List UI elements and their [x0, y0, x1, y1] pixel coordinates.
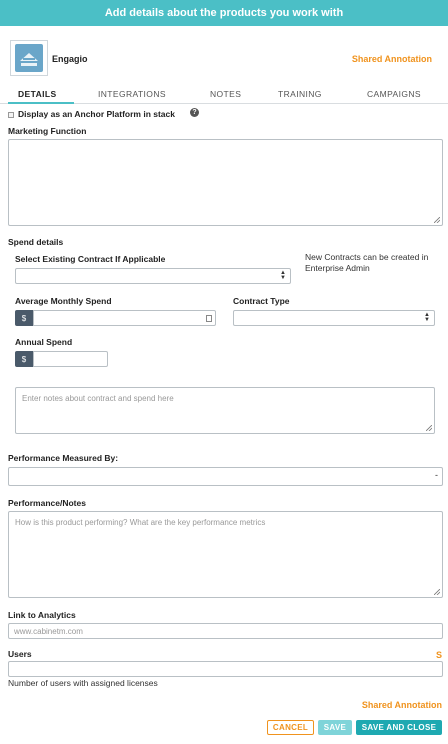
tab-details[interactable]: DETAILS [18, 89, 57, 99]
contract-type-label: Contract Type [233, 296, 290, 306]
resize-grip-icon[interactable] [434, 217, 440, 223]
annual-spend-input[interactable] [33, 351, 108, 367]
performance-measured-select[interactable] [8, 467, 443, 486]
product-summary [10, 40, 440, 78]
resize-grip-icon[interactable] [434, 589, 440, 595]
avg-monthly-spend-label: Average Monthly Spend [15, 296, 112, 306]
cancel-button[interactable]: CANCEL [267, 720, 314, 735]
link-analytics-input[interactable] [8, 623, 443, 639]
select-caret-icon: - [435, 470, 438, 480]
modal-header [0, 0, 448, 26]
performance-notes-label: Performance/Notes [8, 498, 86, 508]
modal-title: Add details about the products you work with [104, 7, 344, 19]
spend-details-label: Spend details [8, 237, 64, 247]
active-tab-indicator [8, 102, 74, 104]
currency-addon: $ [15, 351, 33, 367]
select-arrows-icon: ▲ ▼ [424, 312, 430, 323]
calculator-icon [206, 315, 212, 322]
select-arrows-icon: ▲ ▼ [280, 270, 286, 281]
link-analytics-label: Link to Analytics [8, 610, 76, 620]
product-name: Engagio [52, 54, 88, 64]
tab-campaigns[interactable]: CAMPAIGNS [367, 89, 421, 99]
tab-notes[interactable]: NOTES [210, 89, 242, 99]
users-help-text: Number of users with assigned licenses [8, 678, 158, 688]
performance-notes-textarea[interactable] [8, 511, 443, 598]
currency-addon: $ [15, 310, 33, 326]
product-logo [10, 40, 48, 76]
marketing-function-label: Marketing Function [8, 126, 87, 136]
resize-grip-icon[interactable] [426, 425, 432, 431]
users-input[interactable] [8, 661, 443, 677]
link-analytics-placeholder: www.cabinetm.com [14, 627, 83, 636]
save-and-close-button[interactable]: SAVE AND CLOSE [356, 720, 442, 735]
existing-contract-select[interactable] [15, 268, 291, 284]
tab-training[interactable]: TRAINING [278, 89, 322, 99]
avg-monthly-spend-input[interactable] [33, 310, 216, 326]
users-shared-marker[interactable]: S [435, 650, 442, 660]
shared-annotation-link[interactable]: Shared Annotation [351, 54, 432, 64]
performance-notes-placeholder: How is this product performing? What are the key performance metrics [15, 518, 266, 527]
contract-type-select[interactable] [233, 310, 435, 326]
anchor-platform-checkbox[interactable] [8, 112, 14, 118]
tab-bar [0, 84, 448, 104]
existing-contract-label: Select Existing Contract If Applicable [15, 254, 166, 264]
annual-spend-label: Annual Spend [15, 337, 73, 347]
anchor-platform-label: Display as an Anchor Platform in stack [18, 109, 175, 119]
users-label: Users [8, 649, 32, 659]
contract-notes-placeholder: Enter notes about contract and spend here [22, 394, 174, 403]
performance-measured-label: Performance Measured By: [8, 453, 119, 463]
contract-notes-textarea[interactable] [15, 387, 435, 434]
shared-annotation-link-bottom[interactable]: Shared Annotation [361, 700, 442, 710]
new-contracts-note: New Contracts can be created in Enterprise Admin [305, 252, 429, 273]
help-icon[interactable]: ? [190, 108, 199, 117]
save-button[interactable]: SAVE [318, 720, 352, 735]
marketing-function-textarea[interactable] [8, 139, 443, 226]
tab-integrations[interactable]: INTEGRATIONS [98, 89, 166, 99]
